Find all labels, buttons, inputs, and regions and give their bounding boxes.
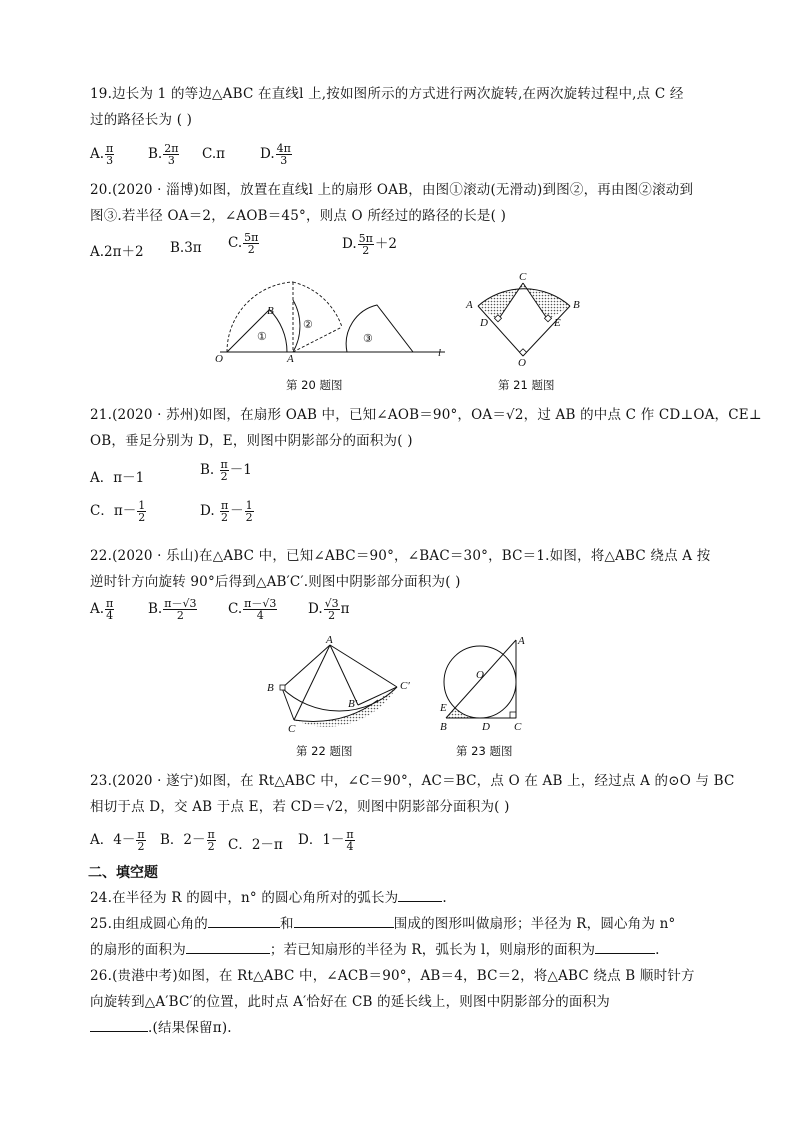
fig23-label-o: O [476, 669, 484, 681]
q23-stem-line1: 23.(2020 · 遂宁)如图，在 Rt△ABC 中，∠C＝90°，AC＝BC，点 O 在 AB 上，经过点 A 的⊙O 与 BC [90, 773, 735, 789]
q20-option-c: C. $\frac{5\pi}{2}$ [228, 231, 259, 256]
q25-stem-line2: 的扇形的面积为 ；若已知扇形的半径为 R，弧长为 l，则扇形的面积为 . [90, 942, 660, 958]
fig22-caption: 第 22 题图 [296, 744, 353, 758]
q20-stem-line2: 图③.若半径 OA＝2，∠AOB＝45°，则点 O 所经过的路径的长是( ) [90, 208, 507, 224]
q19-stem-line1: 19.边长为 1 的等边△ABC 在直线l 上,按如图所示的方式进行两次旋转,在两次旋转过程中,点 C 经 [90, 86, 684, 102]
fig21-label-b: B [573, 299, 580, 311]
q26-stem-line1: 26.(贵港中考)如图，在 Rt△ABC 中，∠ACB＝90°，AB＝4，BC＝2，将△ABC 绕点 B 顺时针方 [90, 968, 695, 984]
q21-stem-line2: OB，垂足分别为 D，E，则图中阴影部分的面积为( ) [90, 433, 413, 449]
q20-option-a: A.2π＋2 [90, 244, 144, 260]
fig20-label-b: B [267, 305, 274, 317]
fig21-label-a: A [466, 299, 473, 311]
q25-blank-2[interactable] [294, 915, 394, 928]
q22-option-b: B. $\frac{\pi-√3}{2}$ [148, 597, 197, 622]
q24-stem: 24.在半径为 R 的圆中，n° 的圆心角所对的弧长为 . [90, 890, 447, 906]
q19-option-a: A. $\frac{\pi}{3}$ [90, 142, 114, 167]
q21-option-b: B. $\frac{\pi}{2}$ －1 [200, 458, 252, 483]
q24-answer-blank[interactable] [398, 889, 442, 902]
figure-20 [205, 270, 455, 370]
figure-22 [262, 635, 422, 735]
section-fill-in-heading: 二、填空题 [88, 865, 158, 881]
figure-21 [460, 270, 590, 368]
q25-blank-1[interactable] [208, 915, 280, 928]
fig21-label-e: E [554, 317, 561, 329]
fig21-label-o: O [518, 357, 526, 368]
fig20-label-1: ① [257, 331, 267, 343]
q21-option-c: C．π－ $\frac{1}{2}$ [90, 499, 146, 524]
q21-stem-line1: 21.(2020 · 苏州)如图，在扇形 OAB 中，已知∠AOB＝90°，OA＝√2，过 AB 的中点 C 作 CD⊥OA，CE⊥ [90, 407, 762, 423]
fig23-caption: 第 23 题图 [456, 744, 513, 758]
q25-blank-4[interactable] [595, 941, 655, 954]
q25-stem-line1: 25.由组成圆心角的 和 围成的图形叫做扇形；半径为 R，圆心角为 n° [90, 916, 676, 932]
fig20-label-3: ③ [363, 333, 373, 345]
q19-option-d: D. $\frac{4\pi}{3}$ [260, 142, 291, 167]
fig20-label-2: ② [303, 319, 313, 331]
fig21-label-d: D [480, 317, 488, 329]
fig21-label-c: C [519, 271, 527, 283]
fig20-label-a: A [287, 353, 294, 365]
q25-blank-3[interactable] [186, 941, 270, 954]
q22-stem-line1: 22.(2020 · 乐山)在△ABC 中，已知∠ABC＝90°，∠BAC＝30°，BC＝1.如图，将△ABC 绕点 A 按 [90, 548, 711, 564]
q20-stem-line1: 20.(2020 · 淄博)如图，放置在直线l 上的扇形 OAB，由图①滚动(无滑动)到图②，再由图②滚动到 [90, 182, 694, 198]
fig23-label-b: B [440, 721, 447, 733]
fig23-label-c: C [514, 721, 522, 733]
fig22-label-c-prime: C′ [400, 680, 410, 692]
q26-stem-line3: .(结果保留π). [90, 1016, 232, 1036]
q21-option-a: A．π－1 [90, 470, 145, 486]
q20-option-b: B.3π [170, 240, 202, 256]
q23-stem-line2: 相切于点 D，交 AB 于点 E，若 CD＝√2，则图中阴影部分面积为( ) [90, 799, 510, 815]
fig20-caption: 第 20 题图 [286, 378, 343, 392]
fig22-label-c: C [288, 723, 296, 735]
q19-option-c: C.π [202, 146, 226, 162]
q19-stem-line2: 过的路径长为 ( ) [90, 112, 193, 128]
q22-stem-line2: 逆时针方向旋转 90°后得到△AB′C′.则图中阴影部分面积为( ) [90, 574, 461, 590]
q23-option-a: A．4－ $\frac{\pi}{2}$ [90, 828, 145, 853]
q23-option-c: C．2－π [228, 837, 283, 853]
q22-option-d: D. $\frac{√3}{2}$ π [308, 597, 350, 622]
q23-option-b: B．2－ $\frac{\pi}{2}$ [160, 828, 215, 853]
q19-option-b: B. $\frac{2\pi}{3}$ [148, 142, 179, 167]
figure-23 [436, 632, 536, 734]
fig23-label-a: A [518, 635, 525, 647]
fig23-label-e: E [440, 702, 447, 714]
q22-option-c: C. $\frac{\pi-√3}{4}$ [228, 597, 277, 622]
q23-option-d: D．1－ $\frac{\pi}{4}$ [298, 828, 354, 853]
q21-option-d: D. $\frac{\pi}{2}$ － $\frac{1}{2}$ [200, 499, 253, 524]
fig23-label-d: D [482, 721, 490, 733]
fig22-label-b-prime: B′ [348, 698, 358, 710]
q20-option-d: D. $\frac{5\pi}{2}$ ＋2 [342, 232, 397, 257]
fig22-label-a: A [326, 635, 333, 646]
fig20-label-l: l [438, 347, 442, 359]
fig22-label-b: B [267, 682, 274, 694]
q26-stem-line2: 向旋转到△A′BC′的位置，此时点 A′恰好在 CB 的延长线上，则图中阴影部分的面积为 [90, 994, 610, 1010]
fig21-caption: 第 21 题图 [498, 378, 555, 392]
fig20-label-o: O [215, 353, 223, 365]
q26-answer-blank[interactable] [90, 1019, 148, 1032]
q22-option-a: A. $\frac{\pi}{4}$ [90, 597, 114, 622]
